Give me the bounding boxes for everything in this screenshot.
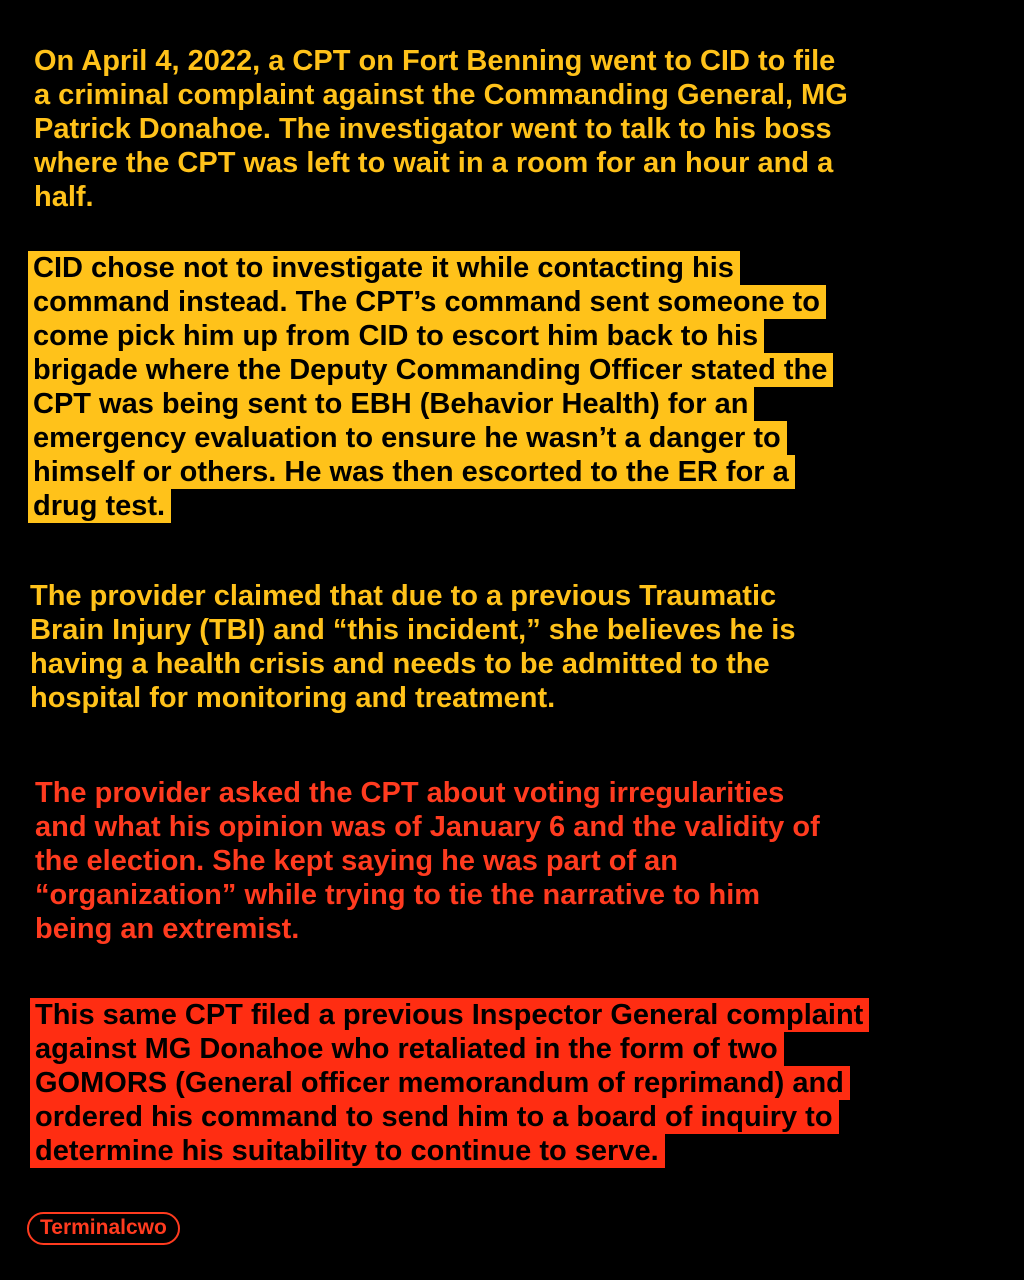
text-line: Patrick Donahoe. The investigator went to talk to his boss [34,113,832,145]
text-line: determine his suitability to continue to serve. [30,1134,665,1168]
paragraph-provider-claim [30,579,795,715]
highlighted-line [28,455,833,489]
text-line: The provider asked the CPT about voting irregularities [35,777,785,809]
text-line: hospital for monitoring and treatment. [30,682,556,714]
text-line: command instead. The CPT’s command sent someone to [28,285,826,319]
highlighted-line [28,489,833,523]
text-line: GOMORS (General officer memorandum of reprimand) and [30,1066,850,1100]
text-line: Brain Injury (TBI) and “this incident,” she believes he is [30,614,796,646]
paragraph-voting-questions [35,776,820,946]
highlighted-line [30,1066,869,1100]
text-line: the election. She kept saying he was part of an [35,845,678,877]
text-line: where the CPT was left to wait in a room for an hour and a [34,147,834,179]
text-line: half. [34,181,94,213]
text-line: “organization” while trying to tie the narrative to him [35,879,761,911]
text-line: emergency evaluation to ensure he wasn’t a danger to [28,421,787,455]
paragraph-intro [34,44,848,214]
highlighted-line [30,1134,869,1168]
text-line: CPT was being sent to EBH (Behavior Health) for an [28,387,754,421]
text-line: ordered his command to send him to a board of inquiry to [30,1100,839,1134]
text-line: On April 4, 2022, a CPT on Fort Benning went to CID to file [34,45,836,77]
text-line: against MG Donahoe who retaliated in the form of two [30,1032,784,1066]
text-line: being an extremist. [35,913,300,945]
highlighted-line [28,387,833,421]
text-line: himself or others. He was then escorted to the ER for a [28,455,795,489]
text-line: This same CPT filed a previous Inspector General complaint [30,998,869,1032]
text-line: brigade where the Deputy Commanding Officer stated the [28,353,833,387]
text-line: having a health crisis and needs to be admitted to the [30,648,770,680]
text-line: CID chose not to investigate it while contacting his [28,251,740,285]
highlighted-line [28,353,833,387]
text-line: drug test. [28,489,171,523]
text-line: come pick him up from CID to escort him back to his [28,319,764,353]
text-line: and what his opinion was of January 6 and the validity of [35,811,820,843]
highlighted-line [28,319,833,353]
highlighted-line [30,998,869,1032]
text-line: The provider claimed that due to a previous Traumatic [30,580,777,612]
paragraph-cid-highlight [28,251,833,523]
text-line: a criminal complaint against the Commanding General, MG [34,79,848,111]
highlighted-line [30,1100,869,1134]
highlighted-line [28,251,833,285]
paragraph-ig-complaint-highlight [30,998,869,1168]
highlighted-line [30,1032,869,1066]
author-handle-badge: Terminalcwo [27,1212,180,1245]
highlighted-line [28,421,833,455]
highlighted-line [28,285,833,319]
